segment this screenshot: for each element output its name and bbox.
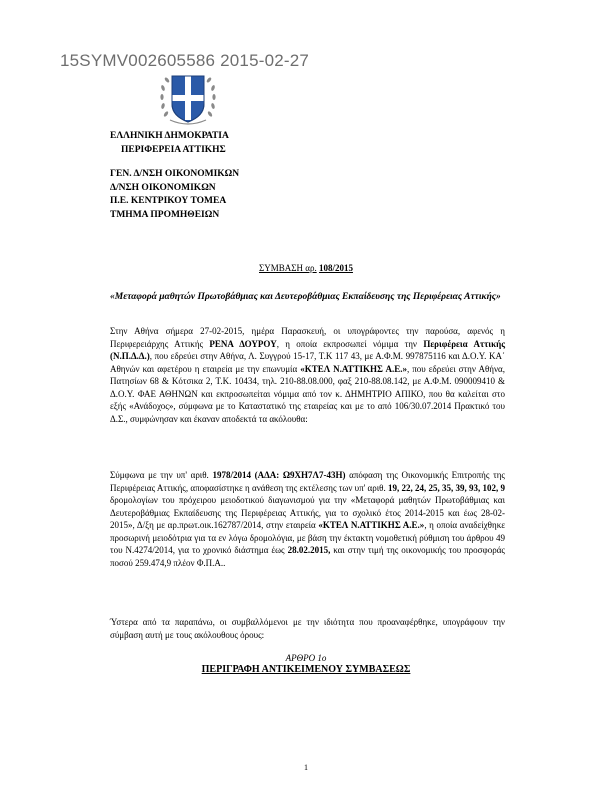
contract-num: 108/2015 bbox=[318, 263, 353, 273]
paragraph-decision: Σύμφωνα με την υπ' αριθ. 1978/2014 (ΑΔΑ: Ω9ΧΗ7Λ7-43Η) απόφαση της Οικονομικής Επιτροπής της Περιφέρειας Αττικής, αποφασίστηκε η ανάθεση της εκτέλεσης των υπ' αριθ. 19, 22, 24, 25, 35, 39, 93, 102, 9 δρομολογίων του πρόχειρου μειοδοτικού διαγωνισμού για την «Μεταφορά μαθητών Πρωτοβάθμιας και Δευτεροβάθμιας Εκπαίδευσης της Περιφέρειας Αττικής, για το σχολικό έτος 2014-2015 και έως 28-02-2015», Δ/ξη με αρ.πρωτ.οικ.162787/2014, στην εταιρεία «ΚΤΕΛ Ν.ΑΤΤΙΚΗΣ Α.Ε.», η οποία αναδείχθηκε προσωρινή μειοδότρια για τα εν λόγω δρομολόγια, με βάση την έκτακτη νομοθετική ρύθμιση του άρθρου 49 του Ν.4274/2014, για το χρονικό διάστημα έως 28.02.2015, και στην τιμή της οικονομικής του προσφοράς ποσού 259.474,9 πλέον Φ.Π.Α.. bbox=[110, 470, 506, 568]
paragraph-terms-intro: Ύστερα από τα παραπάνω, οι συμβαλλόμενοι με την ιδιότητα που προαναφέρθηκε, υπογράφουν την σύμβαση αυτή με τους ακόλουθους όρους: bbox=[110, 617, 505, 640]
department-line: ΓΕΝ. Δ/ΝΣΗ ΟΙΚΟΝΟΜΙΚΩΝ bbox=[110, 169, 240, 179]
header-line: ΠΕΡΙΦΕΡΕΙΑ ΑΤΤΙΚΗΣ bbox=[121, 144, 226, 155]
contract-title: «Μεταφορά μαθητών Πρωτοβάθμιας και Δευτεροβάθμιας Εκπαίδευσης της Περιφέρειας Αττικής» bbox=[110, 292, 501, 302]
department-line: ΤΜΗΜΑ ΠΡΟΜΗΘΕΙΩΝ bbox=[110, 209, 220, 220]
issuer-header bbox=[110, 130, 505, 157]
department-line: Δ/ΝΣΗ ΟΙΚΟΝΟΜΙΚΩΝ bbox=[110, 182, 216, 193]
article-label: ΑΡΘΡΟ 1ο bbox=[285, 653, 327, 663]
paragraph-parties: Στην Αθήνα σήμερα 27-02-2015, ημέρα Παρασκευή, οι υπογράφοντες την παρούσα, αφενός η Περιφερειάρχης Αττικής ΡΕΝΑ ΔΟΥΡΟΥ, η οποία εκπροσωπεί νόμιμα την Περιφέρεια Αττικής (Ν.Π.Δ.Δ.), που εδρεύει στην Αθήνα, Λ. Συγγρού 15-17, Τ.Κ 117 43, με Α.Φ.Μ. 997875116 και Δ.Ο.Υ. ΚΑ΄ Αθηνών και αφετέρου η εταιρεία με την επωνυμία «ΚΤΕΛ Ν.ΑΤΤΙΚΗΣ Α.Ε.», που εδρεύει στην Αθήνα, Πατησίων 68 & Κότσικα 2, Τ.Κ. 10434, τηλ. 210-88.08.000, φαξ 210-88.08.142, με Α.Φ.Μ. 090009410 & Δ.Ο.Υ. ΦΑΕ ΑΘΗΝΩΝ και εκπροσωπείται νόμιμα από τον κ. ΔΗΜΗΤΡΙΟ ΑΠΙΚΟ, που θα καλείται στο εξής «Ανάδοχος», σύμφωνα με το Καταστατικό της εταιρείας και με το από 106/30.07.2014 Πρακτικό του Δ.Σ., συμφώνησαν και έκαναν αποδεκτά τα ακόλουθα: bbox=[110, 326, 506, 424]
contract-label: ΣΥΜΒΑΣΗ αρ. bbox=[259, 263, 317, 273]
ada-watermark: 15SYMV002605586 2015-02-27 bbox=[60, 51, 310, 70]
department-line: Π.Ε. ΚΕΝΤΡΙΚΟΥ ΤΟΜΕΑ bbox=[110, 196, 227, 206]
header-line: ΕΛΛΗΝΙΚΗ ΔΗΜΟΚΡΑΤΙΑ bbox=[110, 131, 229, 141]
contract-number bbox=[0, 262, 612, 275]
department-header bbox=[110, 168, 505, 222]
page-number: 1 bbox=[304, 763, 308, 772]
greek-coat-of-arms-icon bbox=[158, 70, 218, 128]
article-title: ΠΕΡΙΓΡΑΦΗ ΑΝΤΙΚΕΙΜΕΝΟΥ ΣΥΜΒΑΣΕΩΣ bbox=[201, 664, 411, 675]
